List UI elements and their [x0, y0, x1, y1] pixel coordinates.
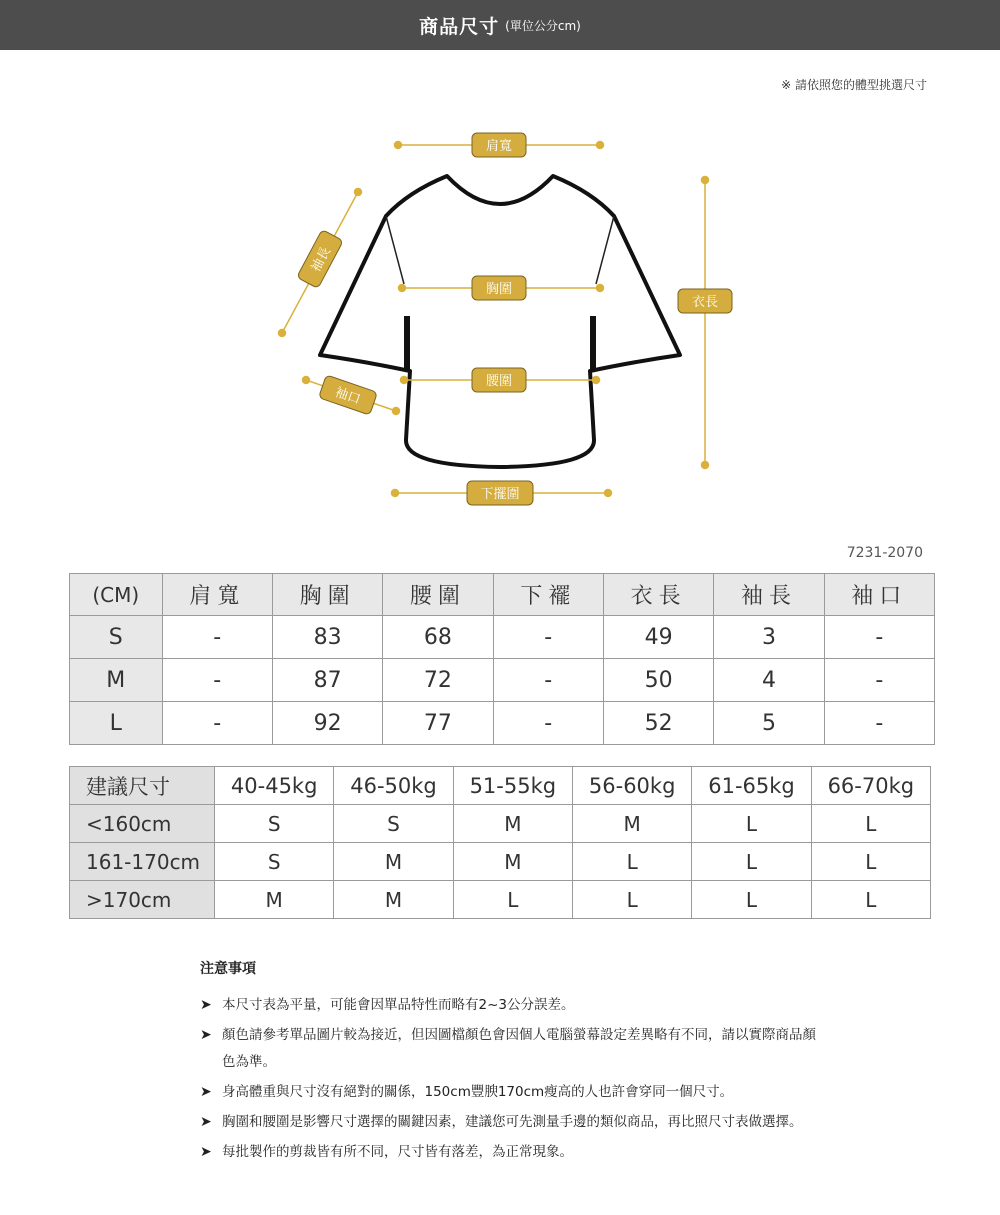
size-header-cell: (CM)	[70, 574, 163, 616]
notes-title: 注意事項	[200, 961, 256, 977]
size-header-cell: 袖長	[714, 574, 824, 616]
table-cell: L	[811, 805, 930, 843]
product-code: 7231-2070	[846, 545, 923, 561]
label-shoulder	[472, 133, 526, 157]
table-cell: M	[453, 805, 572, 843]
note-text: 顏色請參考單品圖片較為接近，但因圖檔顏色會因個人電腦螢幕設定差異略有不同，請以實際商品顏色為準。	[222, 1027, 816, 1070]
table-cell: 83	[272, 616, 382, 659]
table-row	[70, 805, 931, 843]
garment-diagram	[0, 120, 1000, 520]
table-cell: 72	[383, 659, 493, 702]
svg-text:袖口: 袖口	[332, 385, 363, 408]
table-cell: 87	[272, 659, 382, 702]
size-header-cell: 肩寬	[162, 574, 272, 616]
table-cell: L	[692, 805, 811, 843]
recommend-header-cell: 建議尺寸	[70, 767, 215, 805]
table-cell: -	[493, 616, 603, 659]
recommend-header-cell: 61-65kg	[692, 767, 811, 805]
table-cell: L	[692, 881, 811, 919]
table-cell: 5	[714, 702, 824, 745]
arrow-icon: ➤	[200, 1114, 212, 1130]
svg-text:胸圍: 胸圍	[485, 282, 513, 297]
unit-label: (單位公分cm)	[505, 18, 581, 33]
size-header-cell: 下襬	[493, 574, 603, 616]
table-cell: 92	[272, 702, 382, 745]
note-item	[200, 1109, 820, 1136]
note-text: 身高體重與尺寸沒有絕對的關係，150cm豐腴170cm瘦高的人也許會穿同一個尺寸。	[222, 1084, 734, 1100]
table-cell: M	[572, 805, 691, 843]
table-row	[70, 843, 931, 881]
table-cell: 3	[714, 616, 824, 659]
shirt-outline	[320, 176, 680, 467]
table-cell: L	[692, 843, 811, 881]
size-row-label: M	[70, 659, 163, 702]
note-text: 本尺寸表為平量，可能會因單品特性而略有2~3公分誤差。	[222, 997, 575, 1013]
table-row	[70, 616, 935, 659]
note-item	[200, 1022, 820, 1076]
label-length	[678, 289, 732, 313]
page-title: 商品尺寸	[419, 15, 500, 38]
table-cell: -	[162, 616, 272, 659]
table-row	[70, 702, 935, 745]
table-cell: L	[572, 843, 691, 881]
svg-text:肩寬: 肩寬	[485, 139, 513, 154]
label-cuff	[319, 375, 378, 415]
recommend-table	[69, 766, 931, 919]
table-cell: -	[162, 659, 272, 702]
label-waist	[472, 368, 526, 392]
recommend-header-cell: 66-70kg	[811, 767, 930, 805]
size-header-cell: 衣長	[603, 574, 713, 616]
recommend-table-header	[70, 767, 931, 805]
recommend-header-cell: 51-55kg	[453, 767, 572, 805]
notes-section	[200, 958, 820, 1169]
label-sleeve-length	[297, 230, 344, 289]
table-cell: 52	[603, 702, 713, 745]
arrow-icon: ➤	[200, 1027, 212, 1043]
table-cell: 68	[383, 616, 493, 659]
size-table-header	[70, 574, 935, 616]
table-cell: 49	[603, 616, 713, 659]
note-text: 每批製作的剪裁皆有所不同，尺寸皆有落差，為正常現象。	[222, 1144, 573, 1160]
table-cell: L	[811, 881, 930, 919]
size-header-cell: 袖口	[824, 574, 934, 616]
height-row-label: >170cm	[70, 881, 215, 919]
table-cell: -	[493, 702, 603, 745]
svg-text:腰圍: 腰圍	[485, 374, 513, 389]
table-cell: S	[334, 805, 453, 843]
note-text: 胸圍和腰圍是影響尺寸選擇的關鍵因素，建議您可先測量手邊的類似商品，再比照尺寸表做選擇。	[222, 1114, 803, 1130]
table-cell: 50	[603, 659, 713, 702]
arrow-icon: ➤	[200, 997, 212, 1013]
table-cell: M	[453, 843, 572, 881]
table-cell: S	[215, 843, 334, 881]
table-cell: -	[824, 702, 934, 745]
svg-text:下擺圍: 下擺圍	[480, 487, 520, 502]
note-item	[200, 992, 820, 1019]
table-cell: 77	[383, 702, 493, 745]
size-header-cell: 胸圍	[272, 574, 382, 616]
label-hem	[467, 481, 533, 505]
table-cell: S	[215, 805, 334, 843]
svg-text:袖長: 袖長	[308, 244, 335, 275]
note-item	[200, 1139, 820, 1166]
page-header	[0, 0, 1000, 50]
recommend-header-cell: 46-50kg	[334, 767, 453, 805]
arrow-icon: ➤	[200, 1144, 212, 1160]
size-row-label: L	[70, 702, 163, 745]
table-cell: 4	[714, 659, 824, 702]
table-cell: -	[824, 616, 934, 659]
table-cell: M	[334, 881, 453, 919]
table-row	[70, 659, 935, 702]
note-item	[200, 1079, 820, 1106]
table-cell: M	[215, 881, 334, 919]
table-cell: -	[162, 702, 272, 745]
size-row-label: S	[70, 616, 163, 659]
size-table	[69, 573, 935, 745]
table-cell: L	[453, 881, 572, 919]
height-row-label: <160cm	[70, 805, 215, 843]
table-cell: -	[493, 659, 603, 702]
svg-text:衣長: 衣長	[691, 295, 719, 310]
size-header-cell: 腰圍	[383, 574, 493, 616]
label-chest	[472, 276, 526, 300]
table-row	[70, 881, 931, 919]
table-cell: L	[811, 843, 930, 881]
height-row-label: 161-170cm	[70, 843, 215, 881]
size-advice-note: ※ 請依照您的體型挑選尺寸	[781, 78, 927, 92]
table-cell: -	[824, 659, 934, 702]
arrow-icon: ➤	[200, 1084, 212, 1100]
recommend-header-cell: 40-45kg	[215, 767, 334, 805]
table-cell: L	[572, 881, 691, 919]
table-cell: M	[334, 843, 453, 881]
recommend-header-cell: 56-60kg	[572, 767, 691, 805]
